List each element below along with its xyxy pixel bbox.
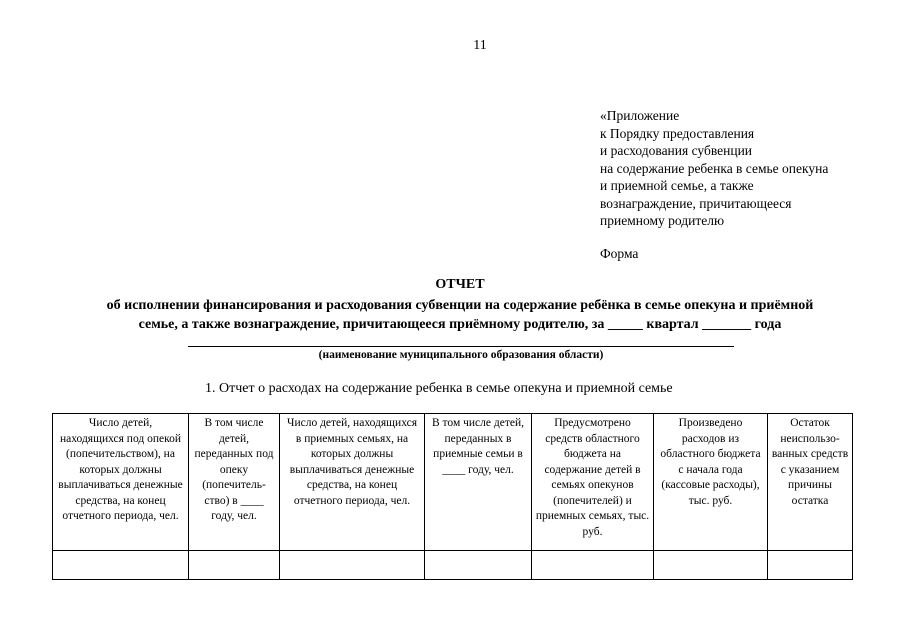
section-heading: 1. Отчет о расходах на содержание ребенка в семье опекуна и приемной семье: [205, 381, 673, 396]
table-header-row: [53, 414, 853, 551]
appendix-line: и приемной семье, а также: [600, 178, 754, 193]
municipality-name-caption: (наименование муниципального образования области): [318, 349, 604, 361]
appendix-line: к Порядку предоставления: [600, 125, 755, 141]
report-subtitle: [40, 296, 880, 334]
appendix-line: и расходования субвенции: [600, 143, 753, 158]
appendix-line: вознаграждение, причитающееся: [600, 195, 792, 211]
column-header: Произведено расходов из областного бюджета с начала года (кассовые расходы), тыс. руб.: [654, 414, 768, 551]
expense-report-table: [52, 413, 853, 580]
table-cell[interactable]: [280, 551, 425, 580]
column-header: Остаток неиспользо-ванных средств с указанием причины остатка: [768, 414, 853, 551]
table-cell[interactable]: [53, 551, 189, 580]
table-cell[interactable]: [425, 551, 532, 580]
form-label: Форма: [600, 246, 639, 261]
report-title: ОТЧЕТ: [435, 277, 485, 292]
column-header: Число детей, находящихся под опекой (попечительством), на которых должны выплачиваться денежные средства, на конец отчетного периода, чел.: [53, 414, 189, 551]
appendix-line: на содержание ребенка в семье опекуна: [600, 160, 829, 176]
appendix-line: приемному родителю: [600, 213, 725, 228]
column-header: Предусмотрено средств областного бюджета на содержание детей в семьях опекунов (попечителей) и приемных семьях, тыс. руб.: [532, 414, 654, 551]
table-cell[interactable]: [532, 551, 654, 580]
table-cell[interactable]: [189, 551, 280, 580]
column-header: Число детей, находящихся в приемных семьях, на которых должны выплачиваться денежные средства, на конец отчетного периода, чел.: [280, 414, 425, 551]
page-number: 11: [473, 38, 487, 53]
column-header: В том числе детей, переданных в приемные семьи в ____ году, чел.: [425, 414, 532, 551]
column-header: В том числе детей, переданных под опеку (попечитель-ство) в ____ году, чел.: [189, 414, 280, 551]
appendix-header: [600, 107, 828, 230]
report-subtitle-line: об исполнении финансирования и расходования субвенции на содержание ребёнка в семье опекуна и приёмной: [106, 298, 814, 313]
table-row: [53, 551, 853, 580]
report-subtitle-line: семье, а также вознаграждение, причитающееся приёмному родителю, за _____ квартал _______ года: [138, 317, 782, 332]
appendix-line: «Приложение: [600, 108, 680, 123]
table-cell[interactable]: [654, 551, 768, 580]
municipality-name-line: [188, 346, 734, 347]
table-cell[interactable]: [768, 551, 853, 580]
